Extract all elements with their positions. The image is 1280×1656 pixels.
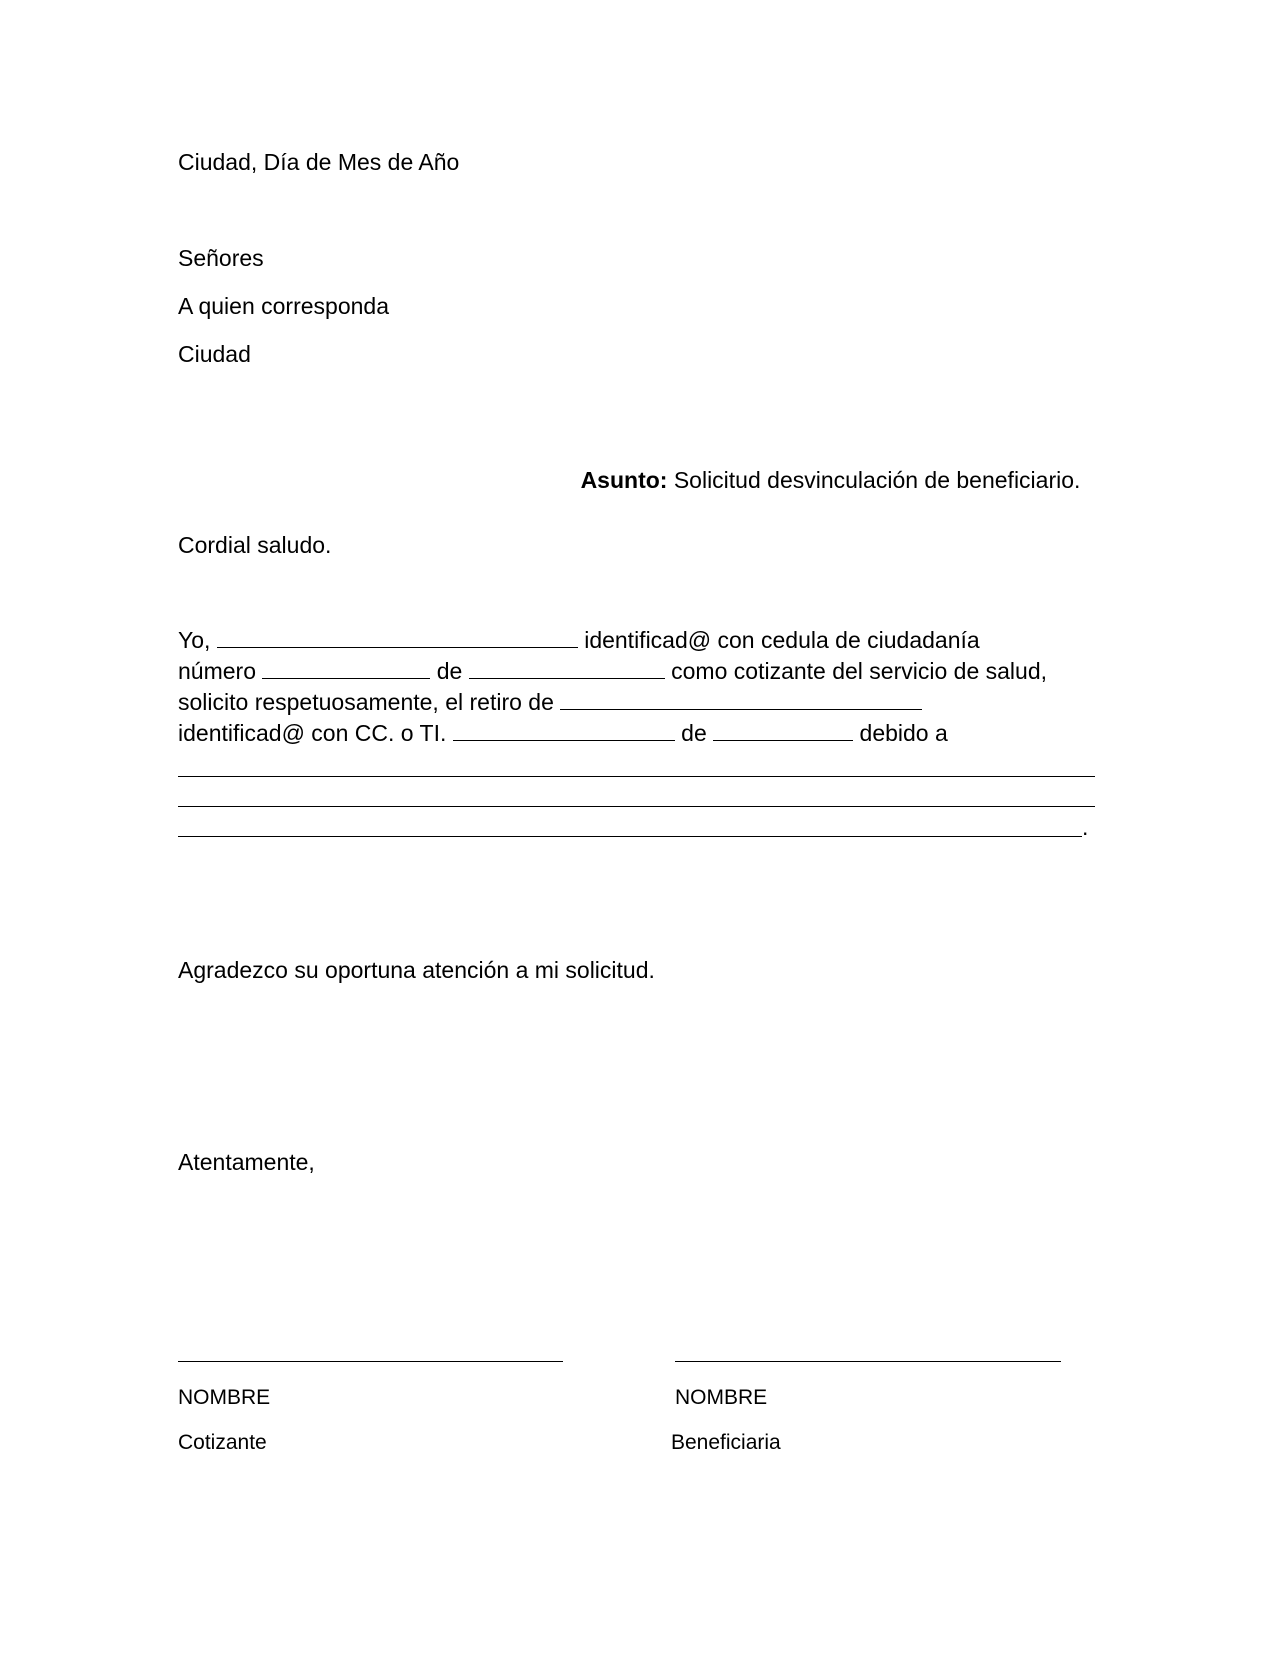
subject-line	[555, 435, 1080, 525]
signature-role-cotizante: Cotizante	[178, 1431, 267, 1454]
reason-blank-line-3[interactable]	[178, 836, 1082, 837]
body-line-1	[178, 625, 980, 655]
beneficiary-id-blank[interactable]	[453, 718, 675, 741]
body-text: Yo,	[178, 627, 217, 653]
signature-role-beneficiaria: Beneficiaria	[671, 1431, 781, 1454]
recipient-line-1: Señores	[178, 245, 264, 271]
body-text: identificad@ con cedula de ciudadanía	[577, 627, 980, 653]
place-date: Ciudad, Día de Mes de Año	[178, 149, 460, 175]
signature-name-beneficiaria: NOMBRE	[675, 1386, 768, 1409]
signature-line-cotizante[interactable]	[178, 1361, 563, 1362]
reason-blank-line-2[interactable]	[178, 806, 1095, 807]
body-text: identificad@ con CC. o TI.	[178, 720, 453, 746]
body-text: número	[178, 658, 263, 684]
id-issued-blank[interactable]	[469, 656, 665, 679]
body-text: solicito respetuosamente, el retiro de	[178, 689, 561, 715]
signature-name-cotizante: NOMBRE	[178, 1386, 271, 1409]
subject-text: Solicitud desvinculación de beneficiario.	[667, 467, 1081, 493]
closing: Atentamente,	[178, 1149, 315, 1175]
name-blank[interactable]	[217, 625, 578, 648]
recipient-line-2: A quien corresponda	[178, 293, 389, 319]
body-text: de	[430, 658, 469, 684]
recipient-line-3: Ciudad	[178, 341, 251, 367]
subject-label: Asunto:	[580, 467, 668, 493]
beneficiary-id-issued-blank[interactable]	[713, 718, 853, 741]
body-line-4	[178, 718, 948, 748]
body-line-2	[178, 656, 1047, 686]
reason-end-period: .	[1082, 814, 1089, 840]
body-text: debido a	[853, 720, 948, 746]
body-line-3	[178, 687, 922, 717]
body-text: como cotizante del servicio de salud,	[664, 658, 1048, 684]
greeting: Cordial saludo.	[178, 532, 332, 558]
signature-line-beneficiaria[interactable]	[675, 1361, 1061, 1362]
thanks-line: Agradezco su oportuna atención a mi solicitud.	[178, 957, 655, 983]
body-text: de	[674, 720, 714, 746]
beneficiary-name-blank[interactable]	[560, 687, 922, 710]
id-number-blank[interactable]	[262, 656, 430, 679]
reason-blank-line-1[interactable]	[178, 776, 1095, 777]
